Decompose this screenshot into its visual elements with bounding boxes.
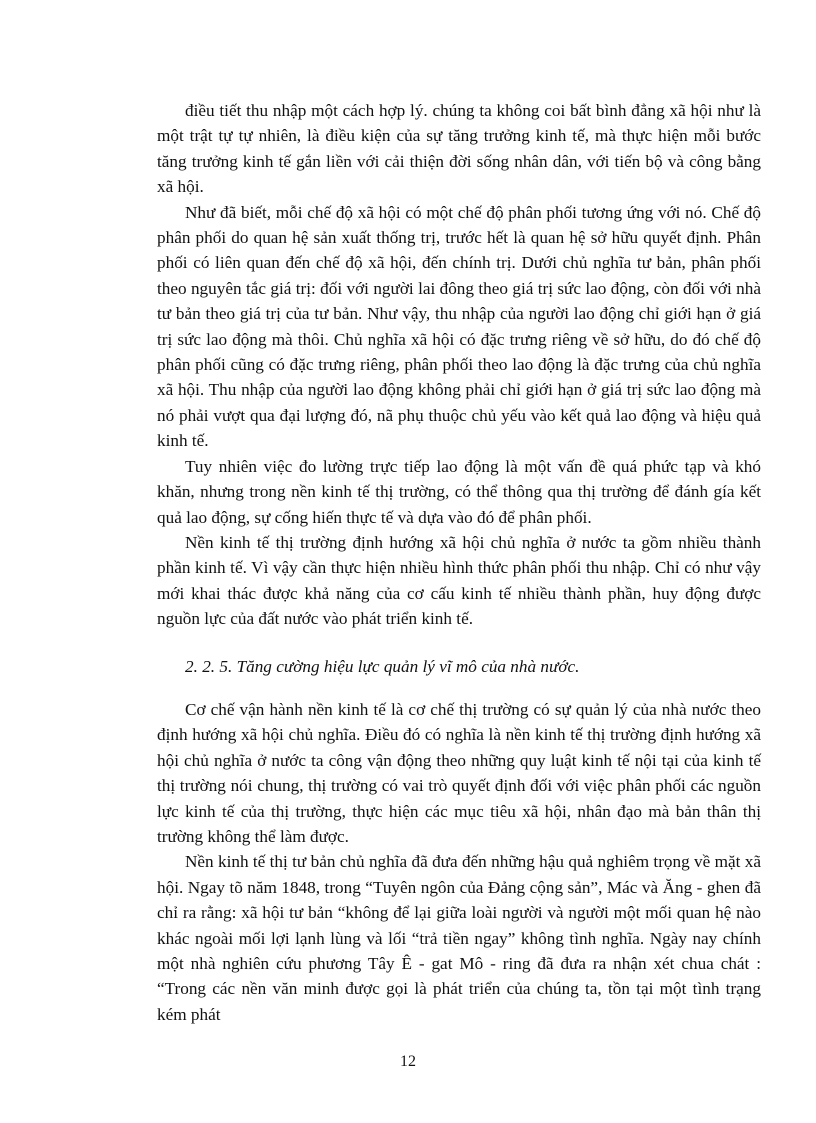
paragraph-capitalist-consequences: Nền kinh tế thị tư bản chủ nghĩa đã đưa đến những hậu quả nghiêm trọng về mặt xã hội. Ngay tõ năm 1848, trong “Tuyên ngôn của Đảng cộng sản”, Mác và Ăng - ghen đã chỉ ra rằng: xã hội tư bản “không để lại giữa loài người và người một mối quan hệ nào khác ngoài mối lợi lạnh lùng và lối “trả tiền ngay” không tình nghĩa. Ngày nay chính một nhà nghiên cứu phương Tây Ê - gat Mô - ring đã đưa ra nhận xét chua chát : “Trong các nền văn minh được gọi là phát triển của chúng ta, tồn tại một tình trạng kém phát xyxy=(157,852,761,1024)
document-page xyxy=(157,98,761,1027)
paragraph-multi-sector-economy: Nền kinh tế thị trường định hướng xã hội chủ nghĩa ở nước ta gồm nhiều thành phần kinh tế. Vì vậy cần thực hiện nhiều hình thức phân phối thu nhập. Chỉ có như vậy mới khai thác được khả năng của cơ cấu kinh tế nhiều thành phần, huy động được nguồn lực của đất nước vào phát triển kinh tế. xyxy=(157,532,761,629)
paragraph-distribution-regime: Như đã biết, mỗi chế độ xã hội có một chế độ phân phối tương ứng với nó. Chế độ phân phối do quan hệ sản xuất thống trị, trước hết là quan hệ sở hữu quyết định. Phân phối có liên quan đến chế độ xã hội, đến chính trị. Dưới chủ nghĩa tư bản, phân phối theo nguyên tắc giá trị: đối với người lai đông theo giá trị sức lao động, còn đối với nhà tư bản theo giá trị của tư bản. Như vậy, thu nhập của người lao động chỉ giới hạn ở giá trị sức lao động mà thôi. Chủ nghĩa xã hội có đặc trưng riêng về sở hữu, do đó chế độ phân phối cũng có đặc trưng riêng, phân phối theo lao động là đặc trưng của chủ nghĩa xã hội. Thu nhập của người lao động không phải chỉ giới hạn ở giá trị sức lao động mà nó phải vượt qua đại lượng đó, nã phụ thuộc chủ yếu vào kết quả lao động và hiệu quả kinh tế. xyxy=(157,202,761,451)
paragraph-labor-measurement: Tuy nhiên việc đo lường trực tiếp lao động là một vấn đề quá phức tạp và khó khăn, nhưng trong nền kinh tế thị trường, có thể thông qua thị trường để đánh gía kết quả lao động, sự cống hiến thực tế và dựa vào đó để phân phối. xyxy=(157,456,761,527)
paragraph-income-regulation: điều tiết thu nhập một cách hợp lý. chúng ta không coi bất bình đẳng xã hội như là một trật tự tự nhiên, là điều kiện của sự tăng trưởng kinh tế, mà thực hiện mỗi bước tăng trưởng kinh tế gắn liền với cải thiện đời sống nhân dân, với tiến bộ và công bằng xã hội. xyxy=(157,101,761,197)
paragraph-operating-mechanism: Cơ chế vận hành nền kinh tế là cơ chế thị trường có sự quản lý của nhà nước theo định hướng xã hội chủ nghĩa. Điều đó có nghĩa là nền kinh tế thị trường định hướng xã hội chủ nghĩa ở nước ta công vận động theo những quy luật kinh tế nội tại của kinh tế thị trường nói chung, thị trường có vai trò quyết định đối với việc phân phối các nguồn lực kinh tế của thị trường, thực hiện các mục tiêu xã hội, nhân đạo mà bản thân thị trường không thể làm được. xyxy=(157,699,761,846)
section-heading: 2. 2. 5. Tăng cường hiệu lực quản lý vĩ mô của nhà nước. xyxy=(185,656,580,676)
page-number: 12 xyxy=(400,1053,416,1070)
